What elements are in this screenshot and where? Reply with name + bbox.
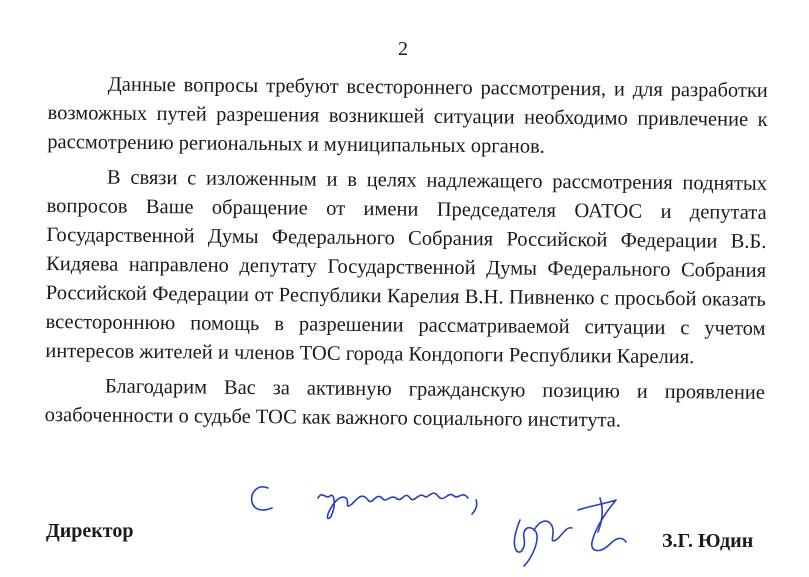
handwritten-greeting-text: С уважением, [252, 510, 258, 511]
paragraph-3: Благодарим Вас за активную гражданскую позицию и проявление озабоченности о судьбе ТОС как важного социального института. [44, 375, 766, 432]
handwritten-signature-image [0, 470, 809, 577]
signer-name: З.Г. Юдин [662, 530, 754, 552]
letter-body [44, 70, 767, 443]
paragraph-2: В связи с изложенным и в целях надлежащего рассмотрения поднятых вопросов Ваше обращение от имени Председателя ОАТОС и депутата Государственной Думы Федерального Собрания Российской Федерации В.Б. Кидяева направлено депутату Государственной Думы Федерального Собрания Российской Федерации от Республики Карелия В.Н. Пивненко с просьбой оказать всестороннюю помощь в разрешении рассматриваемой ситуации с учетом интересов жителей и членов ТОС города Кондопоги Республики Карелия. [45, 166, 768, 369]
handwritten-greeting-stroke [318, 493, 468, 518]
signature-stroke-1 [514, 520, 537, 566]
paragraph-1: Данные вопросы требуют всестороннего рассмотрения, и для разработки возможных путей разрешения возникшей ситуации необходимо привлечение к рассмотрению региональных и муниципальных органов. [47, 73, 768, 158]
handwritten-c-stroke [252, 487, 272, 510]
signature-stroke-2 [534, 521, 572, 541]
signature-block [0, 470, 809, 577]
signer-position: Директор [46, 520, 134, 542]
handwritten-comma-stroke [472, 500, 477, 514]
page-number: 2 [398, 38, 408, 60]
